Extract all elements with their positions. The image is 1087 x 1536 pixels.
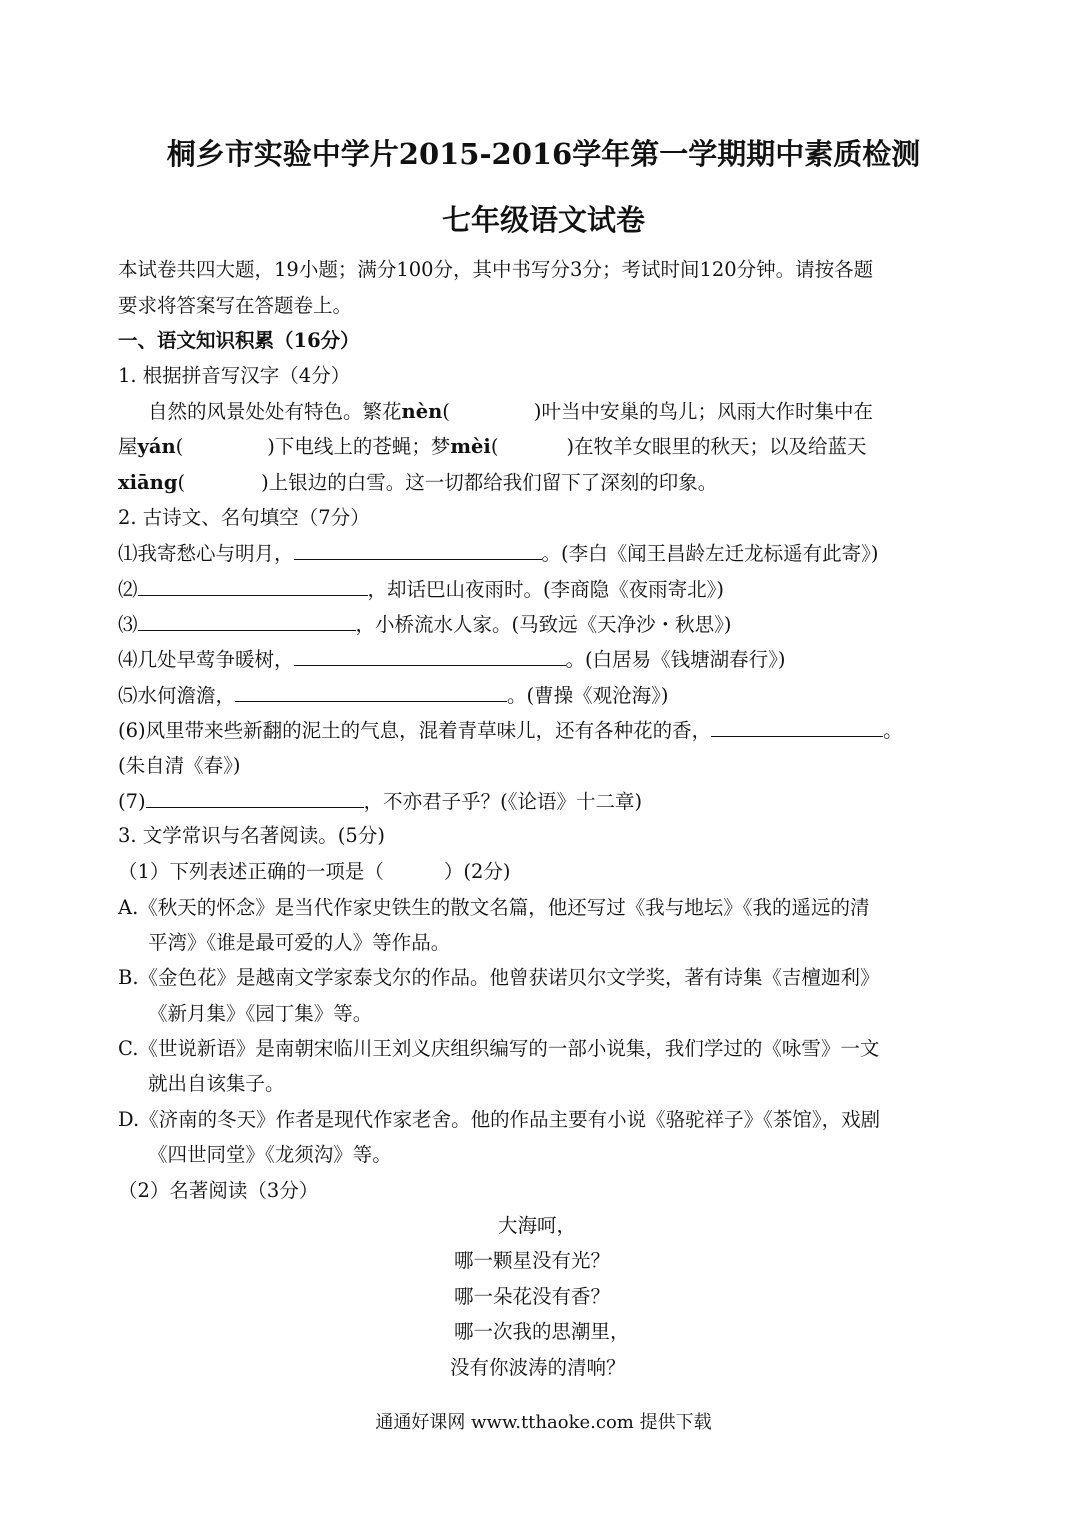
- poem-line-1: 大海呵，: [498, 1214, 577, 1237]
- q1-text: )在牧羊女眼里的秋天；以及给蓝天: [566, 435, 867, 458]
- q2-item-text: ，小桥流水人家。(马致远《天净沙・秋思》): [355, 613, 732, 636]
- option-c-line-1: C.《世说新语》是南朝宋临川王刘义庆组织编写的一部小说集，我们学过的《咏雪》一文: [118, 1037, 880, 1060]
- paren-open: (: [175, 435, 184, 458]
- paren-open: (: [490, 435, 499, 458]
- pinyin-mei: mèi: [450, 435, 491, 458]
- pinyin-yan: yán: [137, 435, 176, 458]
- q3-sub1-text: （1）下列表述正确的一项是（: [118, 860, 384, 883]
- footer-credit: 通通好课网 www.tthaoke.com 提供下载: [375, 1412, 712, 1433]
- poem-line-3: 哪一朵花没有香？: [454, 1285, 611, 1308]
- q3-sub-1: [118, 860, 976, 884]
- intro-line-2: 要求将答案写在答题卷上。: [118, 294, 353, 317]
- q2-item-6: [118, 718, 976, 743]
- q2-item-2: [118, 577, 976, 602]
- q1-text: )下电线上的苍蝇；梦: [267, 435, 451, 458]
- fill-blank-6[interactable]: [711, 718, 883, 737]
- option-c-line-2: 就出自该集子。: [148, 1072, 285, 1095]
- q2-item-4: [118, 647, 976, 672]
- exam-title: 桐乡市实验中学片2015-2016学年第一学期期中素质检测: [166, 137, 921, 171]
- q1-text: 自然的风景处处有特色。繁花: [148, 400, 402, 423]
- q2-item-text: 。(白居易《钱塘湖春行》): [565, 648, 786, 671]
- option-b-line-1: B.《金色花》是越南文学家泰戈尔的作品。他曾获诺贝尔文学奖，著有诗集《吉檀迦利》: [118, 966, 880, 989]
- q2-item-text: 。(曹操《观沧海》): [507, 684, 669, 707]
- q2-item-text: (6)风里带来些新翻的泥土的气息，混着青草味儿，还有各种花的香，: [118, 719, 712, 742]
- fill-blank-3[interactable]: [138, 612, 356, 631]
- option-d-line-1: D.《济南的冬天》作者是现代作家老舍。他的作品主要有小说《骆驼祥子》《茶馆》，戏剧: [118, 1108, 881, 1131]
- q1-line-1: [148, 400, 1006, 424]
- intro-line-1: 本试卷共四大题，19小题；满分100分，其中书写分3分；考试时间120分钟。请按各题: [118, 258, 874, 281]
- paren-open: (: [177, 471, 186, 494]
- section-1-heading: 一、语文知识积累（16分）: [118, 329, 360, 352]
- fill-blank-1[interactable]: [294, 541, 542, 560]
- q1-text: )上银边的白雪。这一切都给我们留下了深刻的印象。: [261, 471, 718, 494]
- poem-line-2: 哪一颗星没有光？: [454, 1249, 611, 1272]
- paren-open: (: [442, 400, 450, 423]
- q2-item-text: ⑶: [118, 613, 138, 636]
- q2-item-text: (7): [118, 790, 146, 813]
- q2-item-text: ，却话巴山夜雨时。(李商隐《夜雨寄北》): [367, 578, 724, 601]
- q1-line-3: [118, 471, 976, 495]
- pinyin-nen: nèn: [401, 400, 443, 423]
- q1-line-2: [118, 435, 976, 459]
- exam-subtitle: 七年级语文试卷: [441, 203, 645, 237]
- q2-item-5: [118, 683, 976, 708]
- q2-item-6-source: (朱自清《春》): [118, 754, 241, 777]
- q2-item-text: 。: [883, 719, 903, 742]
- fill-blank-2[interactable]: [138, 577, 368, 596]
- option-b-line-2: 《新月集》《园丁集》等。: [148, 1002, 373, 1025]
- q2-title: 2. 古诗文、名句填空（7分）: [118, 506, 370, 529]
- q2-item-text: ⑴我寄愁心与明月，: [118, 542, 294, 565]
- pinyin-xiang: xiāng: [118, 471, 178, 494]
- option-d-line-2: 《四世同堂》《龙须沟》等。: [148, 1143, 392, 1166]
- q2-item-text: ⑸水何澹澹，: [118, 684, 236, 707]
- q1-title: 1. 根据拼音写汉字（4分）: [118, 364, 351, 387]
- q2-item-text: ，不亦君子乎？(《论语》十二章): [363, 790, 643, 813]
- q2-item-text: ⑵: [118, 578, 138, 601]
- q2-item-1: [118, 541, 976, 566]
- option-a-line-1: A.《秋天的怀念》是当代作家史铁生的散文名篇，他还写过《我与地坛》《我的遥远的清: [118, 896, 870, 919]
- q2-item-7: [118, 789, 976, 814]
- fill-blank-4[interactable]: [294, 647, 566, 666]
- option-a-line-2: 平湾》《谁是最可爱的人》等作品。: [148, 931, 451, 954]
- q2-item-3: [118, 612, 976, 637]
- fill-blank-5[interactable]: [235, 683, 507, 702]
- q3-sub1-text: ）(2分): [443, 860, 511, 883]
- q2-item-text: 。(李白《闻王昌龄左迁龙标遥有此寄》): [541, 542, 879, 565]
- poem-line-5: 没有你波涛的清响？: [450, 1356, 626, 1379]
- q2-item-text: ⑷几处早莺争暖树，: [118, 648, 294, 671]
- fill-blank-7[interactable]: [146, 789, 364, 808]
- poem-line-4: 哪一次我的思潮里，: [454, 1320, 630, 1343]
- q1-text: 屋: [118, 435, 138, 458]
- q3-sub-2: （2）名著阅读（3分）: [118, 1179, 319, 1202]
- q1-text: )叶当中安巢的鸟儿；风雨大作时集中在: [533, 400, 873, 423]
- q3-title: 3. 文学常识与名著阅读。(5分): [118, 824, 385, 847]
